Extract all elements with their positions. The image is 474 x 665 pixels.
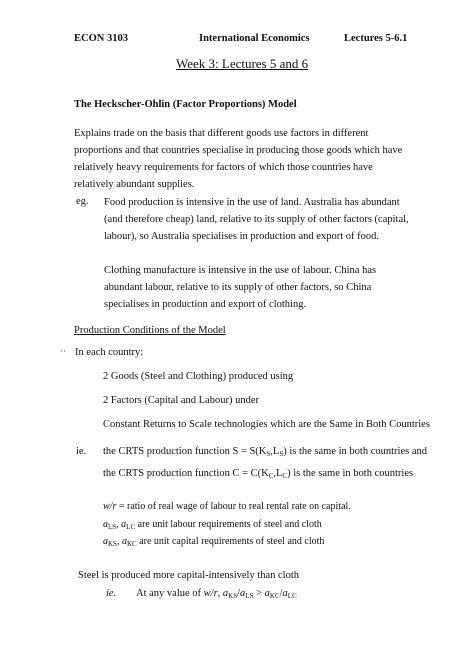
crts-line: Constant Returns to Scale technologies which are the Same in Both Countries — [103, 419, 430, 430]
capital-intensity-condition: At any value of w/r, $a_{KS}/a_{LS} > a_{KC}/a_{LC}$ — [136, 588, 297, 600]
wage-rental-definition: w/r = ratio of real wage of labour to real rental rate on capital. — [103, 501, 351, 512]
example-label: eg. — [76, 196, 89, 207]
conditions-heading: Production Conditions of the Model — [74, 325, 226, 336]
intro-paragraph: Explains trade on the basis that different goods use factors in different proportions and that countries specialise in producing those goods which have relatively heavy requirements for factors of which those countries have relatively abundant supplies. — [74, 128, 403, 190]
steel-ie-label: ie. — [106, 588, 117, 599]
example-food: Food production is intensive in the use of land. Australia has abundant (and therefore cheap) land, relative to its supply of other factors (capital, labour), so Australia specialises in production and export of food. — [104, 197, 409, 242]
course-subject: International Economics — [199, 33, 310, 44]
model-heading: The Heckscher-Ohlin (Factor Proportions) Model — [74, 99, 297, 110]
steel-production-function: the CRTS production function $S = S(K_S,L_S)$ is the same in both countries and — [103, 446, 427, 458]
factors-line: 2 Factors (Capital and Labour) under — [103, 395, 259, 406]
margin-mark: ·· — [60, 346, 66, 356]
goods-line: 2 Goods (Steel and Clothing) produced using — [103, 371, 294, 382]
page-title: Week 3: Lectures 5 and 6 — [176, 56, 309, 71]
example-clothing: Clothing manufacture is intensive in the use of labour. China has abundant labour, relative to its supply of other factors, so China specialises in production and export of clothing. — [104, 265, 377, 310]
capital-requirements-definition: $a_{KS}$, $a_{KC}$ are unit capital requirements of steel and cloth — [103, 536, 325, 548]
ie-label: ie. — [76, 446, 87, 457]
course-code: ECON 3103 — [74, 33, 128, 44]
steel-intensity-statement: Steel is produced more capital-intensively than cloth — [78, 570, 300, 581]
labour-requirements-definition: $a_{LS}$, $a_{LC}$ are unit labour requirements of steel and cloth — [103, 519, 322, 531]
each-country-label: In each country: — [75, 347, 144, 358]
lecture-range: Lectures 5-6.1 — [344, 33, 408, 44]
cloth-production-function: the CRTS production function $C = C(K_C,L_C)$ is the same in both countries — [103, 468, 414, 480]
